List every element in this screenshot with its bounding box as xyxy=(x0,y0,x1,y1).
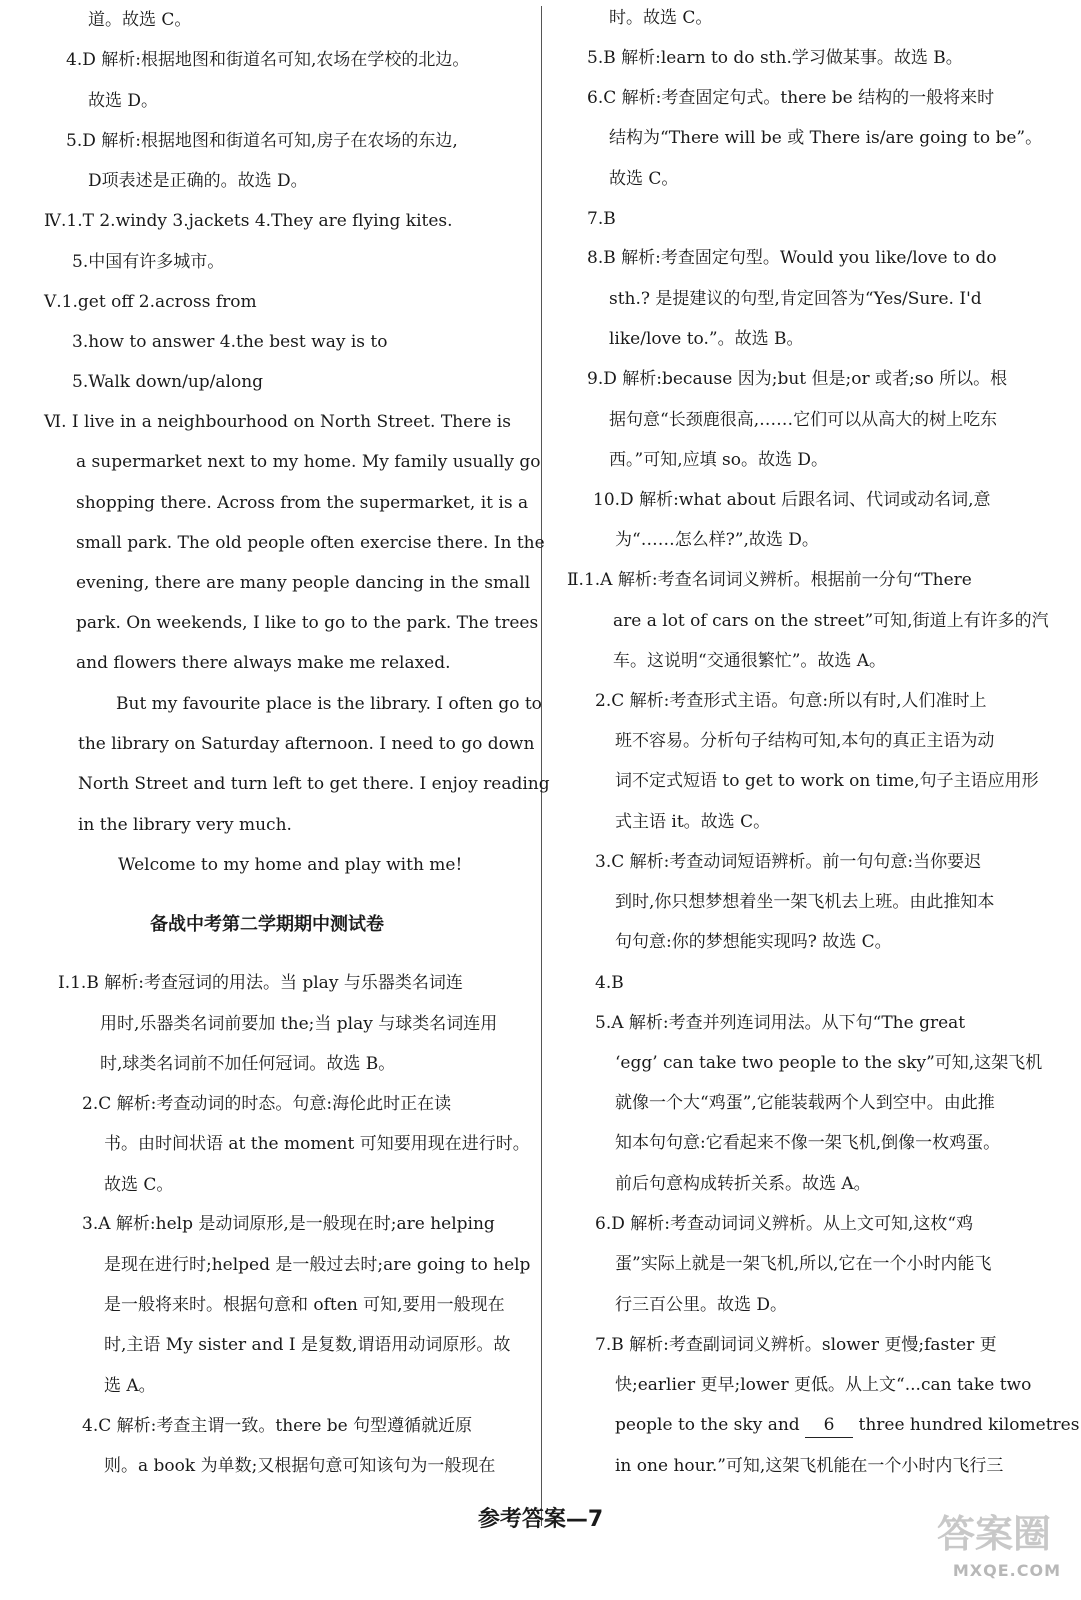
text-line: 是一般将来时。根据句意和 often 可知,要用一般现在 xyxy=(104,1295,505,1315)
text-line: 5.B 解析:learn to do sth.学习做某事。故选 B。 xyxy=(587,48,963,68)
section-title: 备战中考第二学期期中测试卷 xyxy=(150,914,384,935)
text-line: 2.C 解析:考查形式主语。句意:所以有时,人们准时上 xyxy=(595,691,987,711)
text-line: 故选 D。 xyxy=(88,91,159,111)
text-line: 4.D 解析:根据地图和街道名可知,农场在学校的北边。 xyxy=(66,50,470,70)
text-line: 时,球类名词前不加任何冠词。故选 B。 xyxy=(100,1054,396,1074)
text-line: 8.B 解析:考查固定句型。Would you like/love to do xyxy=(587,248,997,268)
text-line: 蛋”实际上就是一架飞机,所以,它在一个小时内能飞 xyxy=(615,1254,992,1274)
column-divider xyxy=(541,6,542,1526)
text-line: 6.D 解析:考查动词词义辨析。从上文可知,这枚“鸡 xyxy=(595,1214,974,1234)
text-line: 5.A 解析:考查并列连词用法。从下句“The great xyxy=(595,1013,966,1033)
text-line: ‘egg’ can take two people to the sky”可知,这架飞机 xyxy=(615,1053,1043,1073)
text-line: 前后句意构成转折关系。故选 A。 xyxy=(615,1174,871,1194)
text-line: 5.Walk down/up/along xyxy=(72,372,264,392)
text-line: and flowers there always make me relaxed. xyxy=(76,653,451,673)
text-line: 9.D 解析:because 因为;but 但是;or 或者;so 所以。根 xyxy=(587,369,1008,389)
watermark-logo xyxy=(911,1510,1061,1580)
text-line: 车。这说明“交通很繁忙”。故选 A。 xyxy=(613,651,887,671)
text-line: Ⅱ.1.A 解析:考查名词词义辨析。根据前一分句“There xyxy=(567,570,972,590)
text-line: Ⅴ.1.get off 2.across from xyxy=(44,292,257,312)
text-line: 知本句句意:它看起来不像一架飞机,倒像一枚鸡蛋。 xyxy=(615,1133,1001,1153)
text-line: 班不容易。分析句子结构可知,本句的真正主语为动 xyxy=(615,731,995,751)
text-line: small park. The old people often exercise there. In the xyxy=(76,533,545,553)
text-line: 2.C 解析:考查动词的时态。句意:海伦此时正在读 xyxy=(82,1094,452,1114)
text-line: Ⅵ. I live in a neighbourhood on North Street. There is xyxy=(44,412,511,432)
text-line: 西。”可知,应填 so。故选 D。 xyxy=(609,450,828,470)
text-line: 10.D 解析:what about 后跟名词、代词或动名词,意 xyxy=(593,490,991,510)
text-line: 选 A。 xyxy=(104,1376,156,1396)
text-line: 时,主语 My sister and I 是复数,谓语用动词原形。故 xyxy=(104,1335,511,1355)
text-line: 据句意“长颈鹿很高,……它们可以从高大的树上吃东 xyxy=(609,410,998,430)
text-line: 道。故选 C。 xyxy=(88,10,192,30)
text-line: 式主语 it。故选 C。 xyxy=(615,812,771,832)
text-line: 3.how to answer 4.the best way is to xyxy=(72,332,388,352)
text-line: sth.? 是提建议的句型,肯定回答为“Yes/Sure. I'd xyxy=(609,289,982,309)
text-line: 4.B xyxy=(595,973,624,993)
text-line: 是现在进行时;helped 是一般过去时;are going to help xyxy=(104,1255,531,1275)
text-line: North Street and turn left to get there. I enjoy reading xyxy=(78,774,550,794)
text-line: Welcome to my home and play with me! xyxy=(118,855,463,875)
text-line xyxy=(615,1413,1079,1438)
watermark-cn: 答案圈 xyxy=(936,1512,1051,1556)
text-line: 到时,你只想梦想着坐一架飞机去上班。由此推知本 xyxy=(615,892,995,912)
text-line: 故选 C。 xyxy=(609,169,679,189)
text-line: in one hour.”可知,这架飞机能在一个小时内飞行三 xyxy=(615,1456,1004,1476)
text-line: 7.B 解析:考查副词词义辨析。slower 更慢;faster 更 xyxy=(595,1335,997,1355)
text-line: 则。a book 为单数;又根据句意可知该句为一般现在 xyxy=(104,1456,496,1476)
text-line: 7.B xyxy=(587,209,616,229)
answer-blank: 6 xyxy=(805,1413,853,1438)
line-text: people to the sky and xyxy=(615,1415,800,1435)
text-line: D项表述是正确的。故选 D。 xyxy=(88,171,308,191)
watermark-en: MXQE.COM xyxy=(952,1561,1061,1580)
text-line: the library on Saturday afternoon. I need to go down xyxy=(78,734,535,754)
line-text-after: three hundred kilometres xyxy=(858,1415,1080,1435)
text-line: 词不定式短语 to get to work on time,句子主语应用形 xyxy=(615,771,1039,791)
text-line: are a lot of cars on the street”可知,街道上有许多的汽 xyxy=(613,611,1049,631)
text-line: 5.中国有许多城市。 xyxy=(72,252,225,272)
text-line: 为“……怎么样?”,故选 D。 xyxy=(615,530,819,550)
text-line: in the library very much. xyxy=(78,815,292,835)
text-line: But my favourite place is the library. I often go to xyxy=(116,694,542,714)
text-line: 句句意:你的梦想能实现吗? 故选 C。 xyxy=(615,932,892,952)
text-line: 时。故选 C。 xyxy=(609,8,713,28)
text-line: 用时,乐器类名词前要加 the;当 play 与球类名词连用 xyxy=(100,1014,498,1034)
text-line: 6.C 解析:考查固定句式。there be 结构的一般将来时 xyxy=(587,88,995,108)
text-line: 行三百公里。故选 D。 xyxy=(615,1295,788,1315)
text-line: 书。由时间状语 at the moment 可知要用现在进行时。 xyxy=(104,1134,530,1154)
text-line: park. On weekends, I like to go to the park. The trees xyxy=(76,613,539,633)
text-line: 4.C 解析:考查主谓一致。there be 句型遵循就近原 xyxy=(82,1416,473,1436)
text-line: 故选 C。 xyxy=(104,1175,174,1195)
text-line: 快;earlier 更早;lower 更低。从上文“...can take two xyxy=(615,1375,1032,1395)
text-line: Ⅰ.1.B 解析:考查冠词的用法。当 play 与乐器类名词连 xyxy=(58,973,463,993)
text-line: like/love to.”。故选 B。 xyxy=(609,329,804,349)
text-line: a supermarket next to my home. My family usually go xyxy=(76,452,541,472)
text-line: 3.A 解析:help 是动词原形,是一般现在时;are helping xyxy=(82,1214,495,1234)
text-line: shopping there. Across from the supermarket, it is a xyxy=(76,493,529,513)
text-line: Ⅳ.1.T 2.windy 3.jackets 4.They are flying kites. xyxy=(44,211,453,231)
text-line: 结构为“There will be 或 There is/are going to be”。 xyxy=(609,128,1043,148)
text-line: 就像一个大“鸡蛋”,它能装载两个人到空中。由此推 xyxy=(615,1093,995,1113)
text-line: evening, there are many people dancing in the small xyxy=(76,573,531,593)
page-footer: 参考答案—7 xyxy=(477,1507,604,1532)
text-line: 3.C 解析:考查动词短语辨析。前一句句意:当你要迟 xyxy=(595,852,982,872)
text-line: 5.D 解析:根据地图和街道名可知,房子在农场的东边, xyxy=(66,131,458,151)
